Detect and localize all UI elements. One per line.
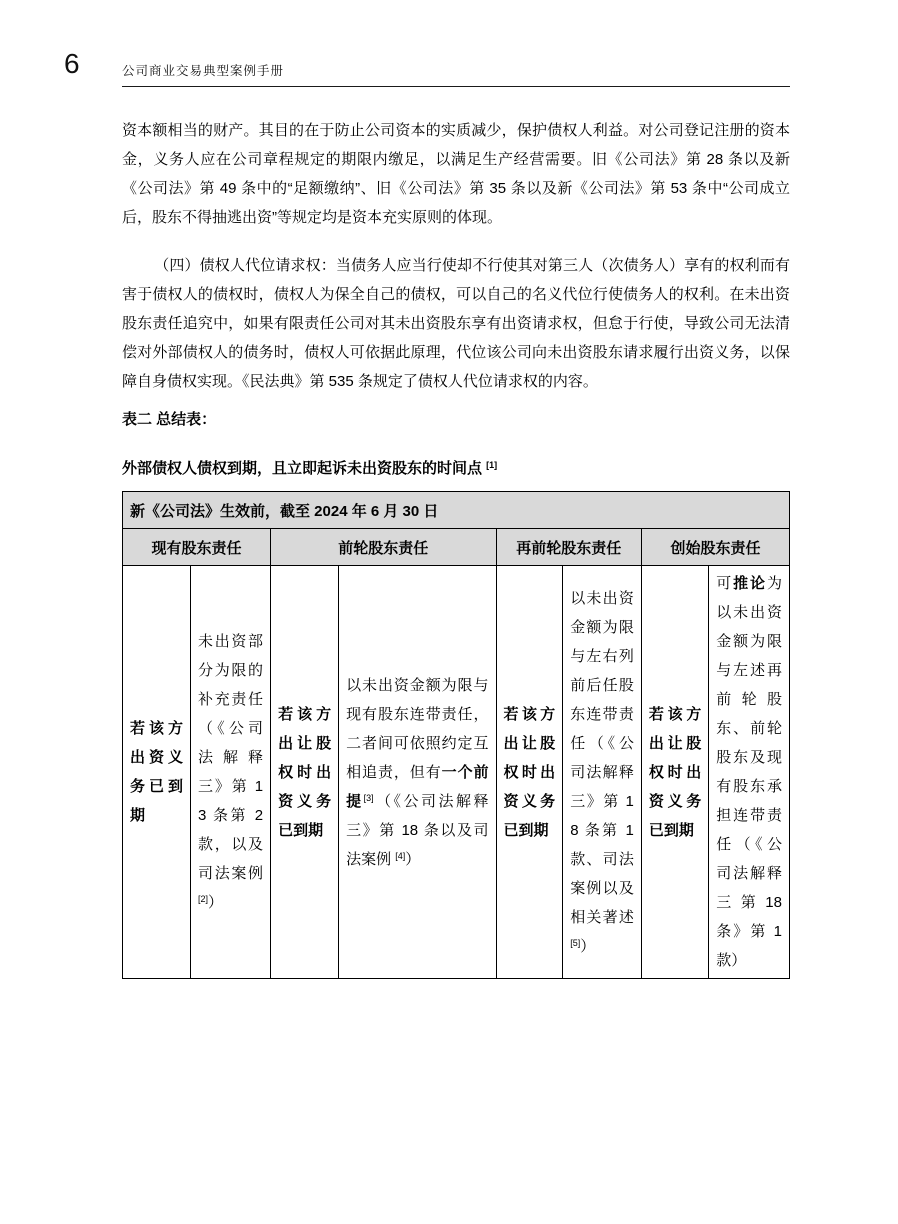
table-body-row: [123, 566, 790, 979]
header-title: 公司商业交易典型案例手册: [122, 64, 285, 78]
table-label: 表二 总结表：: [122, 411, 217, 428]
group-header-earlier-shareholder: 再前轮股东责任: [496, 529, 641, 566]
cell-earlier-liability: 以未出资金额为限与左右列前后任股东连带责任（《公司法解释三》第 18 条第 1 款、司法案例以及相关著述 [5]）: [563, 566, 642, 979]
cell-previous-condition: 若该方出让股权时出资义务已到期: [271, 566, 339, 979]
summary-table: [122, 491, 790, 979]
group-header-previous-shareholder: 前轮股东责任: [271, 529, 496, 566]
table-banner-row: [123, 492, 790, 529]
page-content: [122, 116, 790, 979]
cell-current-condition: 若该方出资义务已到期: [123, 566, 191, 979]
table-caption: 外部债权人债权到期，且立即起诉未出资股东的时间点 [1]: [122, 460, 498, 477]
cell-founding-liability: 可推论为以未出资金额为限与左述再前轮股东、前轮股东及现有股东承担连带责任（《公司法解释三 第 18 条》第 1 款）: [709, 566, 790, 979]
paragraph-creditor-subrogation: （四）债权人代位请求权：当债务人应当行使却不行使其对第三人（次债务人）享有的权利而有害于债权人的债权时，债权人为保全自己的债权，可以自己的名义代位行使债务人的权利。在未出资股东责任追究中，如果有限责任公司对其未出资股东享有出资请求权，但怠于行使，导致公司无法清偿对外部债权人的债务时，债权人可依据此原理，代位该公司向未出资股东请求履行出资义务，以保障自身债权实现。《民法典》第 535 条规定了债权人代位请求权的内容。: [122, 257, 790, 390]
header-rule: [122, 86, 790, 87]
cell-founding-condition: 若该方出让股权时出资义务已到期: [641, 566, 708, 979]
page-number: 6: [64, 48, 80, 79]
table-banner-cell: 新《公司法》生效前，截至 2024 年 6 月 30 日: [123, 492, 790, 529]
group-header-founding-shareholder: 创始股东责任: [641, 529, 789, 566]
paragraph-capital-adequacy: 资本额相当的财产。其目的在于防止公司资本的实质减少，保护债权人利益。对公司登记注册的资本金，义务人应在公司章程规定的期限内缴足，以满足生产经营需要。旧《公司法》第 28 条以及新《公司法》第 49 条中的“足额缴纳”、旧《公司法》第 35 条以及新《公司法》第 53 条中“公司成立后，股东不得抽逃出资”等规定均是资本充实原则的体现。: [122, 122, 790, 226]
group-header-current-shareholder: 现有股东责任: [123, 529, 271, 566]
cell-earlier-condition: 若该方出让股权时出资义务已到期: [496, 566, 563, 979]
table-group-header-row: [123, 529, 790, 566]
cell-previous-liability: 以未出资金额为限与现有股东连带责任，二者间可依照约定互相追责，但有一个前提[3]（《公司法解释三》第 18 条以及司法案例 [4]）: [339, 566, 496, 979]
cell-current-liability: 未出资部分为限的补充责任（《公司法解释三》第 13 条第 2 款，以及司法案例 [2]）: [191, 566, 271, 979]
